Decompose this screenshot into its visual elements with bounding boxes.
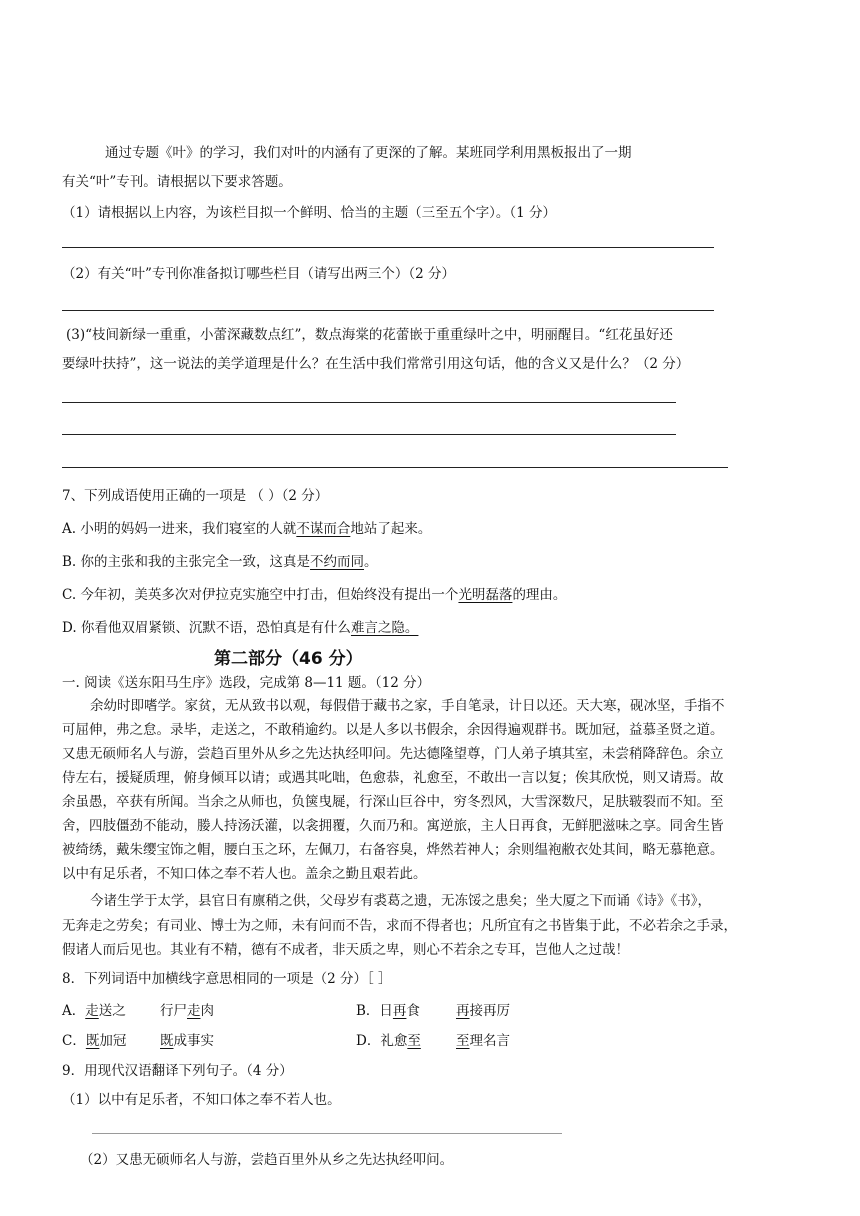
question-7-option-a <box>62 520 431 538</box>
part-2-title: 第二部分（46 分） <box>214 649 363 669</box>
question-8-option-b <box>356 1002 420 1020</box>
option-b-idiom: 不约而同 <box>310 554 365 570</box>
question-7-option-b <box>62 553 378 571</box>
answer-line-q1 <box>62 247 714 248</box>
question-9-stem: 9．用现代汉语翻译下列句子。（4 分） <box>62 1063 293 1079</box>
passage-line: 假诸人而后见也。其业有不精，德有不成者，非天质之卑，则心不若余之专耳，岂他人之过哉！ <box>62 942 629 958</box>
question-3-line-2: 要绿叶扶持”，这一说法的美学道理是什么？在生活中我们常常引用这句话，他的含义又是什么？（2 分） <box>62 356 690 372</box>
word-text: 成事实 <box>173 1033 214 1049</box>
passage-line: 余虽愚，卒获有所闻。当余之从师也，负箧曳屣，行深山巨谷中，穷冬烈风，大雪深数尺，足肤皲裂而不知。至 <box>62 794 724 810</box>
question-8-option-a-word-2 <box>160 1002 214 1020</box>
question-8-option-c <box>62 1032 126 1050</box>
option-c-idiom: 光明磊落 <box>458 587 513 603</box>
answer-line-q3-2 <box>62 434 676 435</box>
question-8-option-d <box>356 1032 421 1050</box>
passage-line: 可屈伸，弗之怠。录毕，走送之，不敢稍逾约。以是人多以书假余，余因得遍观群书。既加冠，益慕圣贤之道。 <box>62 722 724 738</box>
word-text: 食 <box>406 1003 420 1019</box>
option-d-text: D. 你看他双眉紧锁、沉默不语，恐怕真是有什么 <box>62 620 351 636</box>
underlined-char: 再 <box>456 1003 470 1019</box>
question-7-stem-text: 7、下列成语使用正确的一项是 （ ）（2 分） <box>62 488 329 504</box>
underlined-char: 既 <box>85 1033 100 1049</box>
question-7-option-d <box>62 619 418 637</box>
passage-line: 侍左右，援疑质理，俯身倾耳以请；或遇其叱咄，色愈恭，礼愈至，不敢出一言以复；俟其欣悦，则又请焉。故 <box>62 770 724 786</box>
option-a-text: A. 小明的妈妈一进来，我们寝室的人就 <box>62 521 297 537</box>
option-label: B．日 <box>356 1003 393 1019</box>
word-text: 肉 <box>200 1003 214 1019</box>
passage-line: 被绮绣，戴朱缨宝饰之帽，腰白玉之环，左佩刀，右备容臭，烨然若神人；余则缊袍敝衣处其间，略无慕艳意。 <box>62 842 724 858</box>
question-8-stem: 8．下列词语中加横线字意思相同的一项是（2 分）［ ］ <box>62 971 392 987</box>
question-3-line-1: (3)“枝间新绿一重重，小蕾深藏数点红”，数点海棠的花蕾嵌于重重绿叶之中，明丽醒目。“红花虽好还 <box>66 327 673 343</box>
underlined-char: 至 <box>456 1033 470 1049</box>
question-9-sentence-1: （1）以中有足乐者，不知口体之奉不若人也。 <box>62 1092 341 1108</box>
question-7-stem <box>62 487 328 505</box>
option-c-text-end: 的理由。 <box>512 587 567 603</box>
word-text: 理名言 <box>469 1033 510 1049</box>
word-text: 加冠 <box>99 1033 127 1049</box>
underlined-char: 走 <box>85 1003 99 1019</box>
answer-line-q2 <box>62 310 714 311</box>
question-7-option-c <box>62 586 566 604</box>
question-8-option-c-word-2 <box>160 1032 214 1050</box>
question-8-option-d-word-2 <box>456 1032 510 1050</box>
underlined-char: 走 <box>187 1003 201 1019</box>
passage-line: 以中有足乐者，不知口体之奉不若人也。盖余之勤且艰若此。 <box>62 866 427 882</box>
intro-line-1: 通过专题《叶》的学习，我们对叶的内涵有了更深的了解。某班同学利用黑板报出了一期 <box>105 145 632 161</box>
passage-line: 又患无硕师名人与游，尝趋百里外从乡之先达执经叩问。先达德隆望尊，门人弟子填其室，未尝稍降辞色。余立 <box>62 746 724 762</box>
option-d-idiom: 难言之隐。 <box>350 620 419 636</box>
word-text: 接再厉 <box>469 1003 510 1019</box>
passage-line: 无奔走之劳矣；有司业、博士为之师，未有问而不告，求而不得者也；凡所宜有之书皆集于此，不必若余之手录， <box>62 918 737 934</box>
question-9-sentence-2: （2）又患无硕师名人与游，尝趋百里外从乡之先达执经叩问。 <box>80 1152 454 1168</box>
answer-line-q9-1 <box>92 1133 562 1134</box>
option-label: C． <box>62 1033 86 1049</box>
word-text: 行尸 <box>160 1003 187 1019</box>
option-a-idiom: 不谋而合 <box>296 521 351 537</box>
question-8-option-a <box>62 1002 126 1020</box>
option-label: A． <box>62 1003 86 1019</box>
answer-line-q3-1 <box>62 402 676 403</box>
section-1-instruction: 一. 阅读《送东阳马生序》选段，完成第 8—11 题。（12 分） <box>62 675 431 691</box>
underlined-char: 再 <box>392 1003 407 1019</box>
passage-line: 余幼时即嗜学。家贫，无从致书以观，每假借于藏书之家，手自笔录，计日以还。天大寒，砚冰坚，手指不 <box>90 698 725 714</box>
option-label: D．礼愈 <box>356 1033 408 1049</box>
question-1: （1）请根据以上内容，为该栏目拟一个鲜明、恰当的主题（三至五个字）。（1 分） <box>62 205 556 221</box>
passage-line: 今诸生学于太学，县官日有廪稍之供，父母岁有裘葛之遗，无冻馁之患矣；坐大厦之下而诵《诗》《书》， <box>90 893 711 909</box>
word-text: 送之 <box>98 1003 126 1019</box>
intro-line-2: 有关“叶”专刊。请根据以下要求答题。 <box>62 174 292 190</box>
option-c-text: C. 今年初，美英多次对伊拉克实施空中打击，但始终没有提出一个 <box>62 587 459 603</box>
question-8-option-b-word-2 <box>456 1002 510 1020</box>
passage-line: 舍，四肢僵劲不能动，媵人持汤沃灌，以衾拥覆，久而乃和。寓逆旅，主人日再食，无鲜肥滋味之享。同舍生皆 <box>62 818 724 834</box>
question-2: （2）有关“叶”专刊你准备拟订哪些栏目（请写出两三个）（2 分） <box>62 266 456 282</box>
option-b-text: B. 你的主张和我的主张完全一致，这真是 <box>62 554 311 570</box>
underlined-char: 至 <box>407 1033 421 1049</box>
option-a-text-end: 地站了起来。 <box>350 521 432 537</box>
underlined-char: 既 <box>160 1033 174 1049</box>
answer-line-q3-3 <box>62 467 728 468</box>
option-b-text-end: 。 <box>364 554 378 570</box>
